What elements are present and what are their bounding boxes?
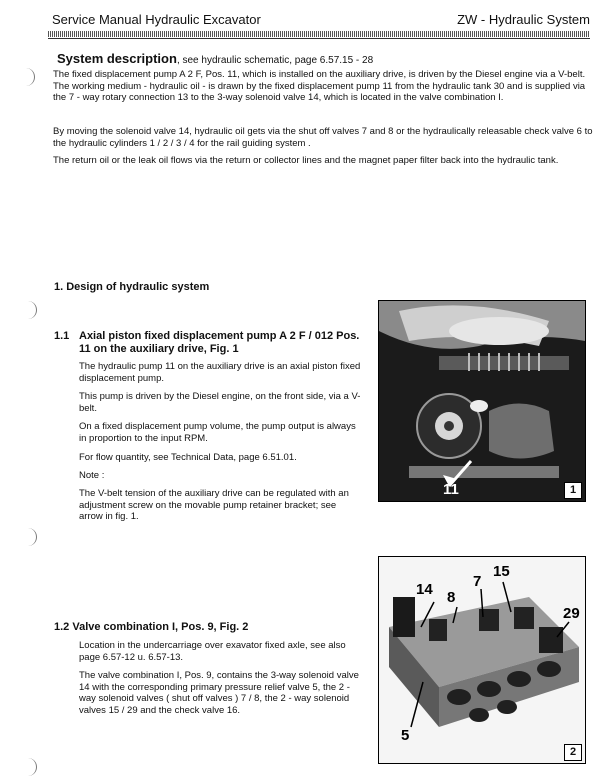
figure-2-callout-15: 15 xyxy=(493,563,510,580)
figure-1-pump-photo xyxy=(378,300,586,502)
schematic-reference: , see hydraulic schematic, page 6.57.15 - 28 xyxy=(176,55,374,66)
figure-2-callout-8: 8 xyxy=(447,589,456,606)
valve-photo-illustration xyxy=(379,557,585,763)
figure-2-callout-29: 29 xyxy=(563,605,580,622)
pump-paragraph-2: This pump is driven by the Diesel engine, on the front side, via a V-belt. xyxy=(79,391,361,414)
binding-mark xyxy=(26,301,37,319)
header-rule xyxy=(48,31,590,37)
header-title: Service Manual Hydraulic Excavator xyxy=(52,12,261,27)
pump-note-text: The V-belt tension of the auxiliary drive can be regulated with an adjustment screw on the movable pump retainer bracket; see arrow in fig. 1. xyxy=(79,488,349,523)
figure-1-number: 1 xyxy=(564,482,582,499)
binding-mark xyxy=(24,68,35,86)
design-heading: 1. Design of hydraulic system xyxy=(54,281,210,293)
figure-2-number: 2 xyxy=(564,744,582,761)
header-rule-line xyxy=(48,38,590,39)
figure-2-valve-photo xyxy=(378,556,586,764)
section-1-1-number: 1.1 xyxy=(54,330,70,342)
system-paragraph-3: The return oil or the leak oil flows via the return or collector lines and the magnet paper filter back into the hydraulic tank. xyxy=(53,155,559,166)
section-1-1-heading: Axial piston fixed displacement pump A 2 F / 012 Pos. 11 on the auxiliary drive, Fig. 1 xyxy=(79,330,360,355)
system-paragraph-2: By moving the solenoid valve 14, hydraulic oil gets via the shut off valves 7 and 8 or the hydraulically releasable check valve 6 to the hydraulic cylinders 1 / 2 / 3 / 4 for the rail guiding system . xyxy=(53,126,593,149)
valve-paragraph-1: Location in the undercarriage over exavator fixed axle, see also page 6.57-12 u. 6.57-13. xyxy=(79,640,346,663)
pump-paragraph-3: On a fixed displacement pump volume, the pump output is always in proportion to the input RPM. xyxy=(79,421,356,444)
system-paragraph-1: The fixed displacement pump A 2 F, Pos. 11, which is installed on the auxiliary drive, is driven by the Diesel engine via a V-belt. The working medium - hydraulic oil - is drawn by the fixed displacement pump 11 from the hydraulic tank 30 and is supplied via the 7 - way rotary connection 13 to the 3-way solenoid valve 14, which is located in the valve combination I. xyxy=(53,69,586,104)
figure-2-callout-5: 5 xyxy=(401,727,410,744)
pump-note-label: Note : xyxy=(79,470,105,481)
figure-2-callout-14: 14 xyxy=(416,581,433,598)
figure-2-callout-7: 7 xyxy=(473,573,482,590)
binding-mark xyxy=(26,528,37,546)
pump-paragraph-4: For flow quantity, see Technical Data, page 6.51.01. xyxy=(79,452,297,463)
figure-1-callout-11: 11 xyxy=(443,481,459,498)
pump-paragraph-1: The hydraulic pump 11 on the auxiliary drive is an axial piston fixed displacement pump. xyxy=(79,361,361,384)
pump-photo-illustration xyxy=(379,301,585,501)
section-1-2-heading: 1.2 Valve combination I, Pos. 9, Fig. 2 xyxy=(54,621,249,633)
system-description-title: System description xyxy=(57,51,177,66)
binding-mark xyxy=(26,758,37,776)
system-description-heading xyxy=(57,51,373,66)
header-chapter: ZW - Hydraulic System xyxy=(457,12,590,27)
valve-paragraph-2: The valve combination I, Pos. 9, contains the 3-way solenoid valve 14 with the corresponding primary pressure relief valve 5, the 2 - way solenoid valves ( shut off valves ) 7 / 8, the 2 - way solenoid valves 15 / 29 and the check valve 16. xyxy=(79,670,359,716)
